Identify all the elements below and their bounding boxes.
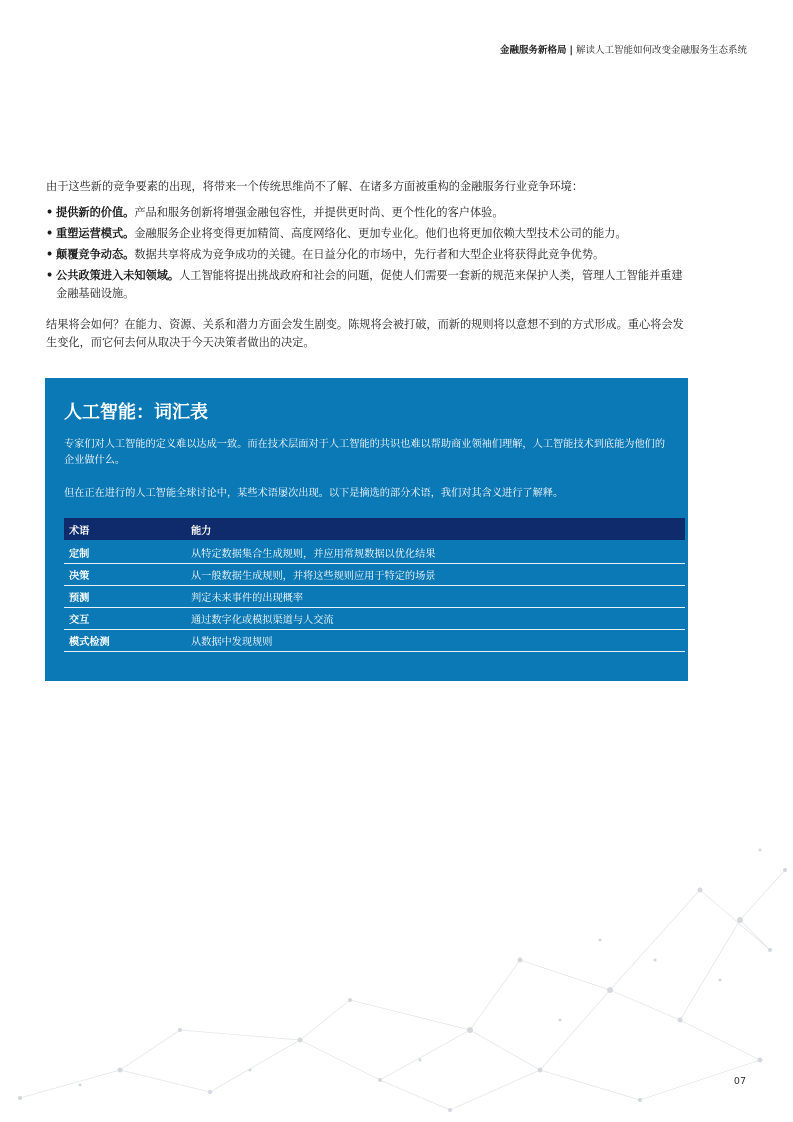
glossary-intro: 专家们对人工智能的定义难以达成一致。而在技术层面对于人工智能的共识也难以帮助商业领袖们理解，人工智能技术到底能为他们的企业做什么。 — [64, 439, 666, 466]
running-header — [500, 42, 747, 56]
list-item — [46, 204, 686, 222]
glossary-note: 但在正在进行的人工智能全球讨论中，某些术语屡次出现。以下是摘选的部分术语，我们对其含义进行了解释。 — [64, 488, 564, 499]
term-cell: 决策 — [64, 564, 186, 586]
column-header-term: 术语 — [64, 518, 186, 541]
bullet-text: 数据共享将成为竞争成功的关键。在日益分化的市场中，先行者和大型企业将获得此竞争优势。 — [134, 248, 605, 261]
table-row — [64, 541, 685, 564]
list-item — [46, 267, 686, 303]
glossary-panel — [45, 378, 688, 681]
header-subtitle: 解读人工智能如何改变金融服务生态系统 — [575, 45, 747, 56]
table-row — [64, 564, 685, 586]
definition-cell: 从数据中发现规则 — [186, 630, 685, 652]
glossary-title: 人工智能：词汇表 — [64, 402, 208, 423]
header-separator: | — [569, 45, 573, 56]
term-cell: 定制 — [64, 541, 186, 564]
list-item — [46, 246, 686, 264]
table-row — [64, 586, 685, 608]
term-cell: 模式检测 — [64, 630, 186, 652]
bullet-lead: 公共政策进入未知领域。 — [56, 269, 180, 282]
list-item — [46, 225, 686, 243]
header-title: 金融服务新格局 — [499, 45, 567, 56]
term-cell: 交互 — [64, 608, 186, 630]
bullet-lead: 重塑运营模式。 — [56, 227, 135, 240]
network-decoration — [0, 830, 793, 1122]
intro-paragraph: 由于这些新的竞争要素的出现，将带来一个传统思维尚不了解、在诸多方面被重构的金融服务行业竞争环境： — [46, 180, 584, 193]
column-header-capability: 能力 — [186, 518, 685, 541]
table-row — [64, 630, 685, 652]
definition-cell: 从一般数据生成规则，并将这些规则应用于特定的场景 — [186, 564, 685, 586]
bullet-text: 金融服务企业将变得更加精简、高度网络化、更加专业化。他们也将更加依赖大型技术公司的能力。 — [134, 227, 627, 240]
definition-cell: 从特定数据集合生成规则，并应用常规数据以优化结果 — [186, 541, 685, 564]
page-number: 07 — [733, 1076, 746, 1087]
bullet-text: 产品和服务创新将增强金融包容性，并提供更时尚、更个性化的客户体验。 — [134, 206, 504, 219]
result-paragraph: 结果将会如何？在能力、资源、关系和潜力方面会发生剧变。陈规将会被打破，而新的规则将以意想不到的方式形成。重心将会发生变化，而它何去何从取决于今天决策者做出的决定。 — [46, 318, 684, 349]
table-header-row — [64, 518, 685, 541]
bullet-text: 人工智能将提出挑战政府和社会的问题，促使人们需要一套新的规范来保护人类，管理人工智能并重建金融基础设施。 — [56, 269, 683, 300]
bullet-list — [46, 204, 686, 306]
term-cell: 预测 — [64, 586, 186, 608]
definition-cell: 通过数字化或模拟渠道与人交流 — [186, 608, 685, 630]
bullet-lead: 提供新的价值。 — [56, 206, 135, 219]
definition-cell: 判定未来事件的出现概率 — [186, 586, 685, 608]
bullet-lead: 颠覆竞争动态。 — [56, 248, 135, 261]
table-row — [64, 608, 685, 630]
glossary-table — [64, 518, 685, 652]
